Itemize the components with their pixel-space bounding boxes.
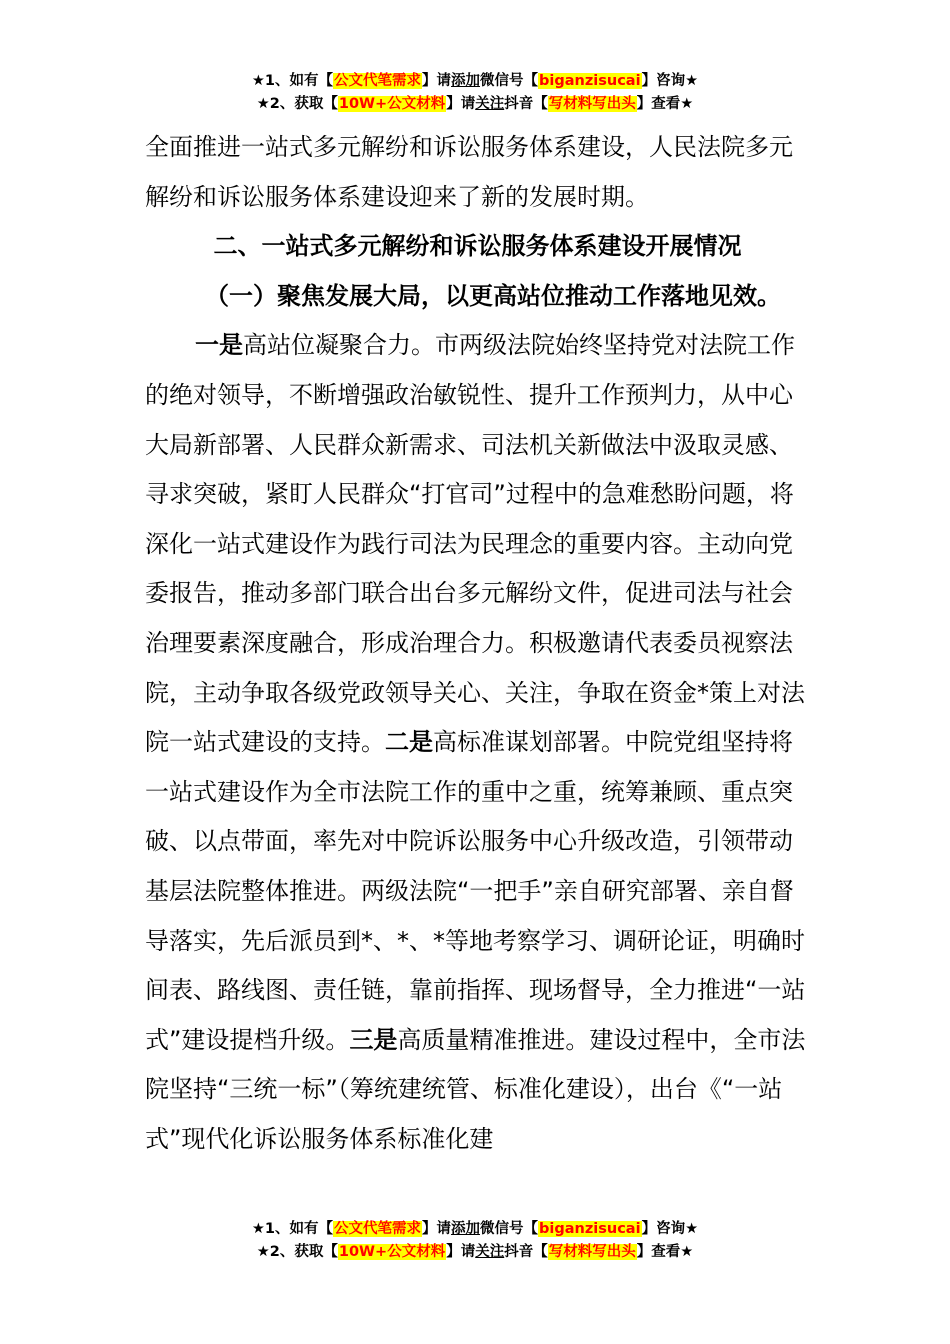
promo-underline: 添加 (451, 1221, 481, 1237)
promo-line-1 (0, 1218, 950, 1241)
promo-text: ★1、如有【 (251, 1221, 334, 1237)
promo-text: 微信号【 (480, 1221, 539, 1237)
promo-wechat-id: biganzisucai (539, 1221, 641, 1237)
promo-banner-top (0, 70, 950, 116)
subsection-heading: （一）聚焦发展大局，以更高站位推动工作落地见效。 (205, 281, 781, 310)
promo-text: 抖音【 (504, 96, 548, 112)
promo-text: 】请 (446, 96, 476, 112)
promo-text: 微信号【 (480, 73, 539, 89)
promo-line-2 (0, 93, 950, 116)
promo-text: 】咨询★ (641, 1221, 699, 1237)
paragraph-text: 高标准谋划部署。中院党组坚持将一站式建设作为全市法院工作的重中之重，统筹兼顾、重点突破、以点带面，率先对中院诉讼服务中心升级改造，引领带动基层法院整体推进。两级法院“一把手”亲自研究部署、亲自督导落实，先后派员到*、*、*等地考察学习、调研论证，明确时间表、路线图、责任链，靠前指挥、现场督导，全力推进“一站式”建设提档升级。 (145, 728, 806, 1054)
document-body (145, 123, 810, 1164)
promo-douyin-id: 写材料写出头 (548, 96, 636, 112)
promo-text: 】查看★ (636, 96, 694, 112)
promo-text: 抖音【 (504, 1244, 548, 1260)
paragraph-lead: 三是 (349, 1025, 398, 1054)
promo-underline: 添加 (451, 73, 481, 89)
promo-text: ★2、获取【 (256, 1244, 338, 1260)
promo-text: 】请 (422, 1221, 452, 1237)
promo-highlight: 10W+公文材料 (338, 96, 446, 112)
promo-highlight: 10W+公文材料 (338, 1244, 446, 1260)
paragraph-lead: 一是 (195, 331, 243, 360)
section-heading: 二、一站式多元解纷和诉讼服务体系建设开展情况 (213, 232, 742, 261)
promo-text: 】查看★ (636, 1244, 694, 1260)
promo-banner-bottom (0, 1218, 950, 1264)
promo-wechat-id: biganzisucai (539, 73, 641, 89)
promo-highlight: 公文代笔需求 (334, 73, 422, 89)
promo-highlight: 公文代笔需求 (334, 1221, 422, 1237)
promo-line-2 (0, 1241, 950, 1264)
promo-underline: 关注 (475, 96, 505, 112)
promo-underline: 关注 (475, 1244, 505, 1260)
paragraph-lead: 二是 (385, 728, 433, 757)
promo-text: 】请 (422, 73, 452, 89)
promo-text: ★1、如有【 (251, 73, 334, 89)
promo-line-1 (0, 70, 950, 93)
paragraph (145, 321, 810, 1164)
paragraph-text: 高站位凝聚合力。市两级法院始终坚持党对法院工作的绝对领导，不断增强政治敏锐性、提升工作预判力，从中心大局新部署、人民群众新需求、司法机关新做法中汲取灵感、寻求突破，紧盯人民群众“打官司”过程中的急难愁盼问题，将深化一站式建设作为践行司法为民理念的重要内容。主动向党委报告，推动多部门联合出台多元解纷文件，促进司法与社会治理要素深度融合，形成治理合力。积极邀请代表委员视察法院，主动争取各级党政领导关心、关注，争取在资金*策上对法院一站式建设的支持。 (145, 331, 805, 757)
promo-text: 】咨询★ (641, 73, 699, 89)
promo-text: 】请 (446, 1244, 476, 1260)
paragraph-text: 高质量精准推进。建设过程中，全市法院坚持“三统一标”（筹统建统管、标准化建设），出台《“一站式”现代化诉讼服务体系标准化建 (145, 1025, 806, 1153)
paragraph-continuation: 全面推进一站式多元解纷和诉讼服务体系建设，人民法院多元解纷和诉讼服务体系建设迎来了新的发展时期。 (145, 133, 793, 211)
promo-douyin-id: 写材料写出头 (548, 1244, 636, 1260)
promo-text: ★2、获取【 (256, 96, 338, 112)
